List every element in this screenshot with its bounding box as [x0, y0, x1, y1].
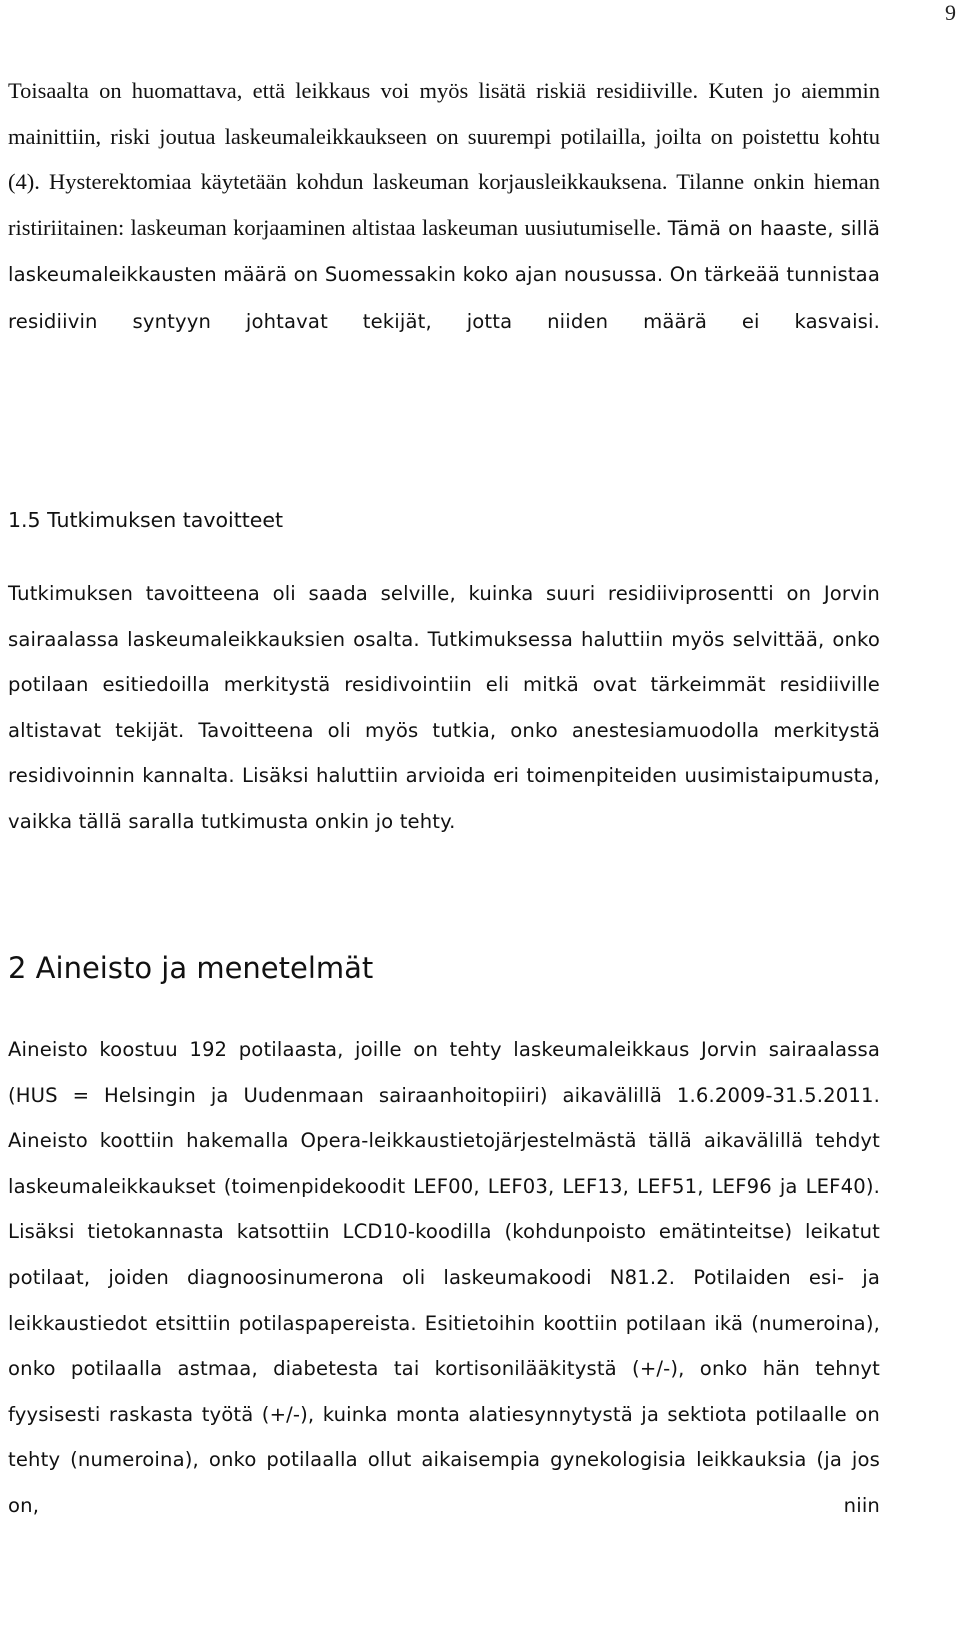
- materials-section: [8, 1027, 880, 1529]
- page-number: 9: [945, 0, 956, 25]
- intro-sans-text: Tämä on haaste, sillä laskeumaleikkausten määrä on Suomessakin koko ajan nousussa. On tärkeää tunnistaa residiivin syntyyn johtavat tekijät, jotta niiden määrä ei kasvaisi.: [8, 216, 880, 333]
- goals-section: [8, 571, 880, 845]
- section-heading-1-5: 1.5 Tutkimuksen tavoitteet: [8, 508, 284, 532]
- goals-paragraph: Tutkimuksen tavoitteena oli saada selville, kuinka suuri residiiviprosentti on Jorvin sairaalassa laskeumaleikkauksien osalta. Tutkimuksessa haluttiin myös selvittää, onko potilaan esitiedoilla merkitystä residivointiin eli mitkä ovat tärkeimmät residiiville altistavat tekijät. Tavoitteena oli myös tutkia, onko anestesiamuodolla merkitystä residivoinnin kannalta. Lisäksi haluttiin arvioida eri toimenpiteiden uusimistaipumusta, vaikka tällä saralla tutkimusta onkin jo tehty.: [8, 582, 880, 833]
- intro-paragraph: [8, 68, 880, 345]
- intro-serif-text: Toisaalta on huomattava, että leikkaus voi myös lisätä riskiä residiiville. Kuten jo aiemmin mainittiin, riski joutua laskeumaleikkaukseen on suurempi potilailla, joilta on poistettu kohtu (4). Hysterektomiaa käytetään kohdun laskeuman korjausleikkauksena. Tilanne onkin hieman ristiriitainen: laskeuman korjaaminen altistaa laskeuman uusiutumiselle.: [8, 78, 880, 240]
- intro-section: [8, 68, 880, 345]
- section-heading-2: 2 Aineisto ja menetelmät: [8, 951, 374, 985]
- materials-paragraph: Aineisto koostuu 192 potilaasta, joille on tehty laskeumaleikkaus Jorvin sairaalassa (HUS = Helsingin ja Uudenmaan sairaanhoitopiiri) aikavälillä 1.6.2009-31.5.2011. Aineisto koottiin hakemalla Opera-leikkaustietojärjestelmästä tällä aikavälillä tehdyt laskeumaleikkaukset (toimenpidekoodit LEF00, LEF03, LEF13, LEF51, LEF96 ja LEF40). Lisäksi tietokannasta katsottiin LCD10-koodilla (kohdunpoisto emätinteitse) leikatut potilaat, joiden diagnoosinumerona oli laskeumakoodi N81.2. Potilaiden esi- ja leikkaustiedot etsittiin potilaspapereista. Esitietoihin koottiin potilaan ikä (numeroina), onko potilaalla astmaa, diabetesta tai kortisonilääkitystä (+/-), onko hän tehnyt fyysisesti raskasta työtä (+/-), kuinka monta alatiesynnytystä ja sektiota potilaalle on tehty (numeroina), onko potilaalla ollut aikaisempia gynekologisia leikkauksia (ja jos on, niin: [8, 1038, 880, 1517]
